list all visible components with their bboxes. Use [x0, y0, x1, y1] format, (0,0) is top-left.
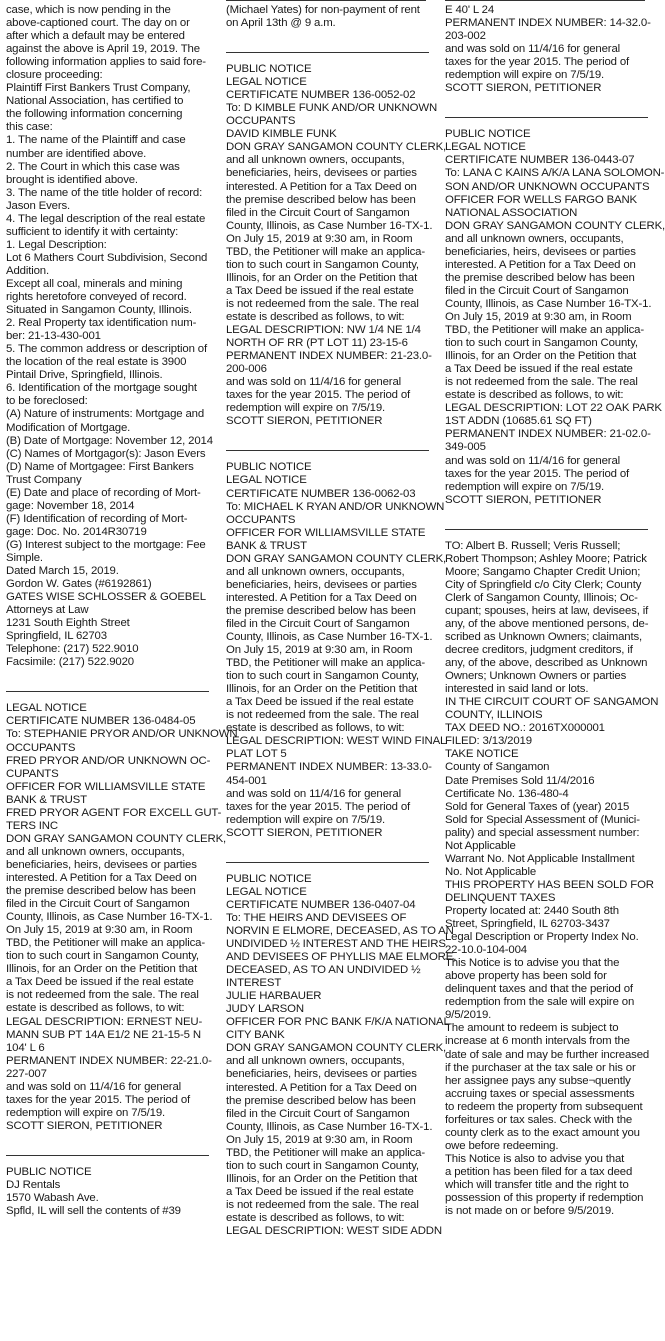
- text-line: taxes for the year 2015. The period of: [445, 467, 630, 480]
- text-line: County, Illinois, as Case Number 16-TX-1.: [445, 297, 652, 310]
- text-line: Springfield, IL 62703: [6, 630, 107, 643]
- text-line: Legal Description or Property Index No.: [445, 931, 639, 944]
- text-line: LEGAL NOTICE: [226, 885, 307, 898]
- text-line: Except all coal, minerals and mining: [6, 277, 183, 290]
- text-line: OCCUPANTS: [6, 741, 76, 754]
- text-line: closure proceeding:: [6, 69, 103, 82]
- text-line: against the above is April 19, 2019. The: [6, 43, 200, 56]
- text-line: 349-005: [445, 441, 486, 454]
- text-line: brought is identified above.: [6, 173, 138, 186]
- text-line: Not Applicable: [445, 839, 516, 852]
- text-line: 6. Identification of the mortgage sought: [6, 382, 197, 395]
- blank-line: [226, 428, 429, 441]
- text-line: the premise described below has been: [6, 885, 196, 898]
- text-line: interested. A Petition for a Tax Deed on: [6, 872, 197, 884]
- text-line: DAVID KIMBLE FUNK: [226, 128, 337, 141]
- text-line: SCOTT SIERON, PETITIONER: [6, 1119, 163, 1132]
- text-line: redemption from the sale will expire on: [445, 996, 635, 1009]
- text-line: is not redeemed from the sale. The real: [445, 376, 638, 389]
- text-line: LEGAL DESCRIPTION: NW 1/4 NE 1/4: [226, 324, 421, 337]
- text-line: TBD, the Petitioner will make an applica-: [445, 324, 644, 337]
- text-line: tion to such court in Sangamon County,: [226, 670, 419, 683]
- text-line: To: LANA C KAINS A/K/A LANA SOLOMON-: [445, 167, 665, 180]
- text-line: Situated in Sangamon County, Illinois.: [6, 304, 192, 317]
- text-line: a Tax Deed be issued if the real estate: [226, 696, 414, 709]
- text-line: PUBLIC NOTICE: [226, 63, 312, 76]
- text-line: County, Illinois, as Case Number 16-TX-1.: [6, 911, 213, 924]
- text-line: filed in the Circuit Court of Sangamon: [445, 284, 629, 297]
- text-line: date of sale and may be further increased: [445, 1048, 650, 1061]
- text-line: and all unknown owners, occupants,: [226, 1055, 405, 1068]
- text-line: TAKE NOTICE: [445, 748, 519, 761]
- text-line: 200-006: [226, 363, 267, 376]
- text-line: redemption will expire on 7/5/19.: [226, 402, 386, 415]
- text-line: and was sold on 11/4/16 for general: [226, 376, 402, 389]
- text-line: filed in the Circuit Court of Sangamon: [6, 898, 190, 911]
- text-line: UNDIVIDED ½ INTEREST AND THE HEIRS: [226, 938, 446, 950]
- text-line: after which a default may be entered: [6, 30, 185, 43]
- text-line: estate is described as follows, to wit:: [6, 1002, 185, 1015]
- text-line: BANK & TRUST: [226, 539, 307, 552]
- text-line: on April 13th @ 9 a.m.: [226, 17, 336, 30]
- text-line: 4. The legal description of the real estate: [6, 212, 206, 225]
- text-line: taxes for the year 2015. The period of: [226, 389, 411, 402]
- text-line: filed in the Circuit Court of Sangamon: [226, 617, 410, 630]
- text-line: Plaintiff First Bankers Trust Company,: [6, 82, 191, 95]
- text-line: (D) Name of Mortgagee: First Bankers: [6, 460, 194, 473]
- text-line: OFFICER FOR WILLIAMSVILLE STATE: [6, 780, 206, 793]
- text-line: (Michael Yates) for non-payment of rent: [226, 4, 420, 16]
- text-line: PERMANENT INDEX NUMBER: 22-21.0-: [6, 1054, 212, 1067]
- text-line: LEGAL NOTICE: [6, 702, 87, 715]
- text-line: TBD, the Petitioner will make an applica-: [226, 657, 425, 670]
- text-line: CUPANTS: [6, 767, 59, 780]
- notice-separator: [226, 862, 429, 863]
- text-line: PUBLIC NOTICE: [6, 1165, 92, 1178]
- text-line: Pintail Drive, Springfield, Illinois.: [6, 369, 163, 382]
- text-line: 203-002: [445, 30, 486, 43]
- notice-separator: [445, 117, 648, 118]
- text-line: This Notice is also to advise you that: [445, 1152, 625, 1165]
- text-line: Property located at: 2440 South 8th: [445, 905, 619, 917]
- text-line: pality) and special assessment number:: [445, 826, 640, 839]
- text-line: MANN SUB PT 14A E1/2 NE 21-15-5 N: [6, 1028, 201, 1041]
- text-line: estate is described as follows, to wit:: [226, 1211, 405, 1224]
- text-line: 3. The name of the title holder of record:: [6, 186, 203, 199]
- text-line: and was sold on 11/4/16 for general: [6, 1080, 182, 1093]
- notice-separator: [226, 450, 429, 451]
- text-line: tion to such court in Sangamon County,: [6, 950, 199, 963]
- text-line: is not redeemed from the sale. The real: [226, 297, 419, 310]
- text-line: and was sold on 11/4/16 for general: [445, 43, 621, 56]
- text-line: beneficiaries, heirs, devisees or parties: [226, 1068, 417, 1081]
- text-line: tion to such court in Sangamon County,: [226, 258, 419, 271]
- text-line: and was sold on 11/4/16 for general: [445, 454, 621, 467]
- text-line: a Tax Deed be issued if the real estate: [445, 363, 633, 376]
- text-line: her assignee pays any subse¬quently: [445, 1074, 631, 1087]
- text-line: Street, Springfield, IL 62703-3437: [445, 918, 610, 931]
- text-line: Illinois, for an Order on the Petition that: [445, 350, 637, 363]
- text-line: any, of the above, described as Unknown: [445, 657, 648, 670]
- text-line: a petition has been filed for a tax deed: [445, 1165, 633, 1178]
- text-line: 1570 Wabash Ave.: [6, 1192, 99, 1205]
- text-line: City of Springfield c/o City Clerk; County: [445, 578, 642, 591]
- text-line: possession of this property if redemption: [445, 1192, 644, 1205]
- text-line: beneficiaries, heirs, devisees or parties: [226, 167, 417, 180]
- text-line: Spfld, IL will sell the contents of #39: [6, 1205, 181, 1218]
- notice-separator: [445, 529, 648, 530]
- text-line: and all unknown owners, occupants,: [445, 232, 624, 245]
- text-line: interested. A Petition for a Tax Deed on: [226, 180, 417, 193]
- text-line: the premise described below has been: [226, 604, 416, 617]
- text-line: SON AND/OR UNKNOWN OCCUPANTS: [445, 180, 650, 193]
- text-line: LEGAL DESCRIPTION: WEST WIND FINAL: [226, 735, 447, 748]
- text-line: (E) Date and place of recording of Mort-: [6, 486, 201, 499]
- text-line: Date Premises Sold 11/4/2016: [445, 774, 595, 787]
- text-line: NORVIN E ELMORE, DECEASED, AS TO AN: [226, 924, 454, 937]
- text-line: 454-001: [226, 774, 267, 787]
- text-line: Trust Company: [6, 473, 82, 486]
- text-line: estate is described as follows, to wit:: [445, 389, 624, 402]
- text-line: CERTIFICATE NUMBER 136-0052-02: [226, 89, 416, 102]
- text-line: LEGAL DESCRIPTION: ERNEST NEU-: [6, 1015, 203, 1028]
- text-line: 1ST ADDN (10685.61 SQ FT): [445, 415, 592, 428]
- text-line: DON GRAY SANGAMON COUNTY CLERK,: [445, 219, 665, 232]
- column-3: [445, 4, 665, 1218]
- text-line: tion to such court in Sangamon County,: [445, 337, 638, 350]
- text-line: Illinois, for an Order on the Petition that: [6, 963, 198, 976]
- text-line: redemption will expire on 7/5/19.: [6, 1106, 166, 1119]
- text-line: PUBLIC NOTICE: [226, 461, 312, 474]
- text-line: Illinois, for an Order on the Petition that: [226, 1172, 418, 1185]
- text-line: On July 15, 2019 at 9:30 am, in Room: [445, 310, 632, 323]
- text-line: DON GRAY SANGAMON COUNTY CLERK,: [226, 552, 447, 565]
- blank-line: [226, 840, 429, 853]
- text-line: to be foreclosed:: [6, 395, 88, 408]
- text-line: (A) Nature of instruments: Mortgage and: [6, 408, 205, 421]
- text-line: LEGAL DESCRIPTION: WEST SIDE ADDN: [226, 1225, 442, 1238]
- text-line: 22-10.0-104-004: [445, 944, 527, 957]
- text-line: INTEREST: [226, 977, 282, 990]
- text-line: On July 15, 2019 at 9:30 am, in Room: [226, 644, 413, 657]
- text-line: This Notice is to advise you that the: [445, 957, 620, 970]
- text-line: SCOTT SIERON, PETITIONER: [226, 415, 383, 428]
- text-line: Robert Thompson; Ashley Moore; Patrick: [445, 552, 647, 565]
- text-line: Facsimile: (217) 522.9020: [6, 656, 134, 669]
- text-line: To: STEPHANIE PRYOR AND/OR UNKNOWN: [6, 728, 238, 741]
- text-line: CERTIFICATE NUMBER 136-0062-03: [226, 487, 416, 500]
- text-line: the following information concerning: [6, 108, 183, 121]
- text-line: and was sold on 11/4/16 for general: [226, 787, 402, 800]
- text-line: SCOTT SIERON, PETITIONER: [445, 493, 602, 506]
- text-line: filed in the Circuit Court of Sangamon: [226, 1107, 410, 1120]
- column-2: [226, 4, 457, 1238]
- text-line: (B) Date of Mortgage: November 12, 2014: [6, 434, 213, 447]
- text-line: which will transfer title and the right to: [445, 1178, 629, 1191]
- text-line: 227-007: [6, 1067, 47, 1080]
- notice-separator: [6, 1155, 209, 1156]
- text-line: LEGAL NOTICE: [226, 76, 307, 89]
- text-line: Owners; Unknown Owners or parties: [445, 670, 627, 683]
- text-line: (C) Names of Mortgagor(s): Jason Evers: [6, 447, 206, 460]
- text-line: TBD, the Petitioner will make an applica-: [6, 937, 205, 950]
- text-line: redemption will expire on 7/5/19.: [226, 813, 386, 826]
- text-line: Clerk of Sangamon County, Illinois; Oc-: [445, 591, 638, 604]
- text-line: case, which is now pending in the: [6, 4, 171, 16]
- text-line: County, Illinois, as Case Number 16-TX-1.: [226, 631, 433, 644]
- text-line: TBD, the Petitioner will make an applica-: [226, 245, 425, 258]
- text-line: DJ Rentals: [6, 1178, 61, 1191]
- text-line: Illinois, for an Order on the Petition that: [226, 271, 418, 284]
- text-line: beneficiaries, heirs, devisees or parties: [226, 578, 417, 591]
- blank-line: [445, 507, 648, 520]
- text-line: the premise described below has been: [445, 271, 635, 284]
- text-line: county clerk as to the exact amount you: [445, 1126, 640, 1139]
- text-line: Addition.: [6, 264, 49, 277]
- text-line: 1. The name of the Plaintiff and case: [6, 134, 186, 147]
- text-line: Illinois, for an Order on the Petition that: [226, 683, 418, 696]
- text-line: 1. Legal Description:: [6, 238, 107, 251]
- text-line: the location of the real estate is 3900: [6, 356, 187, 369]
- text-line: AND DEVISEES OF PHYLLIS MAE ELMORE,: [226, 951, 457, 964]
- text-line: To: D KIMBLE FUNK AND/OR UNKNOWN: [226, 102, 438, 115]
- text-line: On July 15, 2019 at 9:30 am, in Room: [226, 1133, 413, 1146]
- text-line: NORTH OF RR (PT LOT 11) 23-15-6: [226, 337, 408, 350]
- text-line: County, Illinois, as Case Number 16-TX-1.: [226, 1120, 433, 1133]
- text-line: TO: Albert B. Russell; Veris Russell;: [445, 539, 621, 552]
- text-line: PERMANENT INDEX NUMBER: 14-32.0-: [445, 17, 651, 30]
- text-line: forfeitures or tax sales. Check with the: [445, 1113, 633, 1126]
- text-line: LEGAL NOTICE: [226, 474, 307, 487]
- text-line: IN THE CIRCUIT COURT OF SANGAMON: [445, 696, 659, 709]
- text-line: OCCUPANTS: [226, 115, 296, 128]
- text-line: filed in the Circuit Court of Sangamon: [226, 206, 410, 219]
- text-line: PLAT LOT 5: [226, 748, 287, 761]
- text-line: 9/5/2019.: [445, 1009, 492, 1022]
- text-line: PUBLIC NOTICE: [226, 872, 312, 885]
- text-line: accruing taxes or special assessments: [445, 1087, 635, 1100]
- text-line: DON GRAY SANGAMON COUNTY CLERK,: [226, 141, 447, 154]
- text-line: On July 15, 2019 at 9:30 am, in Room: [6, 924, 193, 937]
- text-line: No. Not Applicable: [445, 865, 537, 878]
- text-line: DON GRAY SANGAMON COUNTY CLERK,: [6, 832, 227, 845]
- text-line: LEGAL NOTICE: [445, 141, 526, 154]
- text-line: 2. Real Property tax identification num-: [6, 317, 197, 330]
- text-line: and all unknown owners, occupants,: [226, 154, 405, 167]
- text-line: owe before redeeming.: [445, 1139, 559, 1152]
- text-line: if the purchaser at the tax sale or his or: [445, 1061, 636, 1074]
- text-line: BANK & TRUST: [6, 793, 87, 806]
- text-line: JULIE HARBAUER: [226, 990, 322, 1003]
- text-line: SCOTT SIERON, PETITIONER: [445, 82, 602, 95]
- text-line: redemption will expire on 7/5/19.: [445, 480, 605, 493]
- text-line: Telephone: (217) 522.9010: [6, 643, 139, 656]
- text-line: and all unknown owners, occupants,: [6, 845, 185, 858]
- text-line: sufficient to identify it with certainty:: [6, 225, 179, 238]
- text-line: CERTIFICATE NUMBER 136-0407-04: [226, 898, 416, 911]
- text-line: interested. A Petition for a Tax Deed on: [226, 591, 417, 604]
- text-line: scribed as Unknown Owners; claimants,: [445, 631, 643, 644]
- text-line: PERMANENT INDEX NUMBER: 21-02.0-: [445, 428, 651, 441]
- text-line: 104' L 6: [6, 1041, 45, 1054]
- text-line: above property has been sold for: [445, 970, 607, 983]
- text-line: rights heretofore conveyed of record.: [6, 291, 187, 304]
- text-line: interested. A Petition for a Tax Deed on: [226, 1081, 417, 1094]
- text-line: taxes for the year 2015. The period of: [445, 56, 630, 69]
- text-line: beneficiaries, heirs, devisees or parties: [6, 858, 197, 871]
- text-line: is not redeemed from the sale. The real: [226, 1198, 419, 1211]
- text-line: On July 15, 2019 at 9:30 am, in Room: [226, 232, 413, 245]
- text-line: and all unknown owners, occupants,: [226, 565, 405, 578]
- text-line: Modification of Mortgage.: [6, 421, 131, 434]
- text-line: Dated March 15, 2019.: [6, 565, 119, 578]
- text-line: the premise described below has been: [226, 193, 416, 206]
- text-line: a Tax Deed be issued if the real estate: [6, 976, 194, 989]
- text-line: CITY BANK: [226, 1029, 285, 1042]
- text-line: interested. A Petition for a Tax Deed on: [445, 258, 636, 271]
- text-line: is not made on or before 9/5/2019.: [445, 1205, 615, 1218]
- text-line: estate is described as follows, to wit:: [226, 722, 405, 735]
- text-line: following information applies to said fore-: [6, 56, 206, 69]
- text-line: JUDY LARSON: [226, 1003, 304, 1016]
- text-line: TAX DEED NO.: 2016TX000001: [445, 722, 605, 735]
- text-line: this case:: [6, 121, 53, 134]
- text-line: Lot 6 Mathers Court Subdivision, Second: [6, 251, 208, 264]
- text-line: increase at 6 month intervals from the: [445, 1035, 630, 1048]
- text-line: FRED PRYOR AND/OR UNKNOWN OC-: [6, 754, 211, 767]
- text-line: E 40' L 24: [445, 4, 495, 16]
- text-line: PERMANENT INDEX NUMBER: 13-33.0-: [226, 761, 432, 774]
- text-line: GATES WISE SCHLOSSER & GOEBEL: [6, 591, 206, 604]
- text-line: Sold for Special Assessment of (Munici-: [445, 813, 640, 826]
- text-line: Simple.: [6, 551, 43, 564]
- column-1: [6, 4, 238, 1218]
- blank-line: [6, 669, 209, 682]
- text-line: Jason Evers.: [6, 199, 71, 212]
- text-line: County of Sangamon: [445, 761, 550, 774]
- text-line: any, of the above mentioned persons, de-: [445, 617, 649, 630]
- text-line: DELINQUENT TAXES: [445, 891, 556, 904]
- text-line: gage: Doc. No. 2014R30719: [6, 525, 147, 538]
- text-line: interested in said land or lots.: [445, 683, 589, 696]
- text-line: 1231 South Eighth Street: [6, 617, 130, 630]
- blank-line: [226, 30, 429, 43]
- text-line: To: MICHAEL K RYAN AND/OR UNKNOWN: [226, 500, 445, 513]
- blank-line: [6, 1133, 209, 1146]
- text-line: is not redeemed from the sale. The real: [226, 709, 419, 722]
- text-line: COUNTY, ILLINOIS: [445, 709, 543, 722]
- text-line: Moore; Sangamo Chapter Credit Union;: [445, 565, 641, 578]
- column-top-rule: [445, 0, 645, 1]
- text-line: FILED: 3/13/2019: [445, 735, 532, 748]
- text-line: the premise described below has been: [226, 1094, 416, 1107]
- text-line: beneficiaries, heirs, devisees or parties: [445, 245, 636, 258]
- text-line: 2. The Court in which this case was: [6, 160, 180, 173]
- text-line: PUBLIC NOTICE: [445, 128, 531, 141]
- text-line: taxes for the year 2015. The period of: [6, 1093, 191, 1106]
- text-line: DON GRAY SANGAMON COUNTY CLERK,: [226, 1042, 447, 1055]
- text-line: a Tax Deed be issued if the real estate: [226, 284, 414, 297]
- text-line: Gordon W. Gates (#6192861): [6, 578, 152, 591]
- text-line: The amount to redeem is subject to: [445, 1022, 619, 1035]
- text-line: Certificate No. 136-480-4: [445, 787, 569, 800]
- text-line: cupant; spouses, heirs at law, devisees, if: [445, 604, 649, 617]
- text-line: is not redeemed from the sale. The real: [6, 989, 199, 1002]
- text-line: OFFICER FOR WILLIAMSVILLE STATE: [226, 526, 426, 539]
- text-line: (F) Identification of recording of Mort-: [6, 512, 188, 525]
- text-line: OFFICER FOR PNC BANK F/K/A NATIONAL: [226, 1016, 450, 1029]
- text-line: taxes for the year 2015. The period of: [226, 800, 411, 813]
- text-line: redemption will expire on 7/5/19.: [445, 69, 605, 82]
- text-line: NATIONAL ASSOCIATION: [445, 206, 578, 219]
- text-line: THIS PROPERTY HAS BEEN SOLD FOR: [445, 878, 654, 891]
- text-line: Sold for General Taxes of (year) 2015: [445, 800, 630, 813]
- notice-separator: [226, 52, 429, 53]
- text-line: CERTIFICATE NUMBER 136-0443-07: [445, 154, 635, 167]
- text-line: FRED PRYOR AGENT FOR EXCELL GUT-: [6, 806, 222, 819]
- text-line: Warrant No. Not Applicable Installment: [445, 852, 635, 865]
- text-line: CERTIFICATE NUMBER 136-0484-05: [6, 715, 196, 728]
- text-line: gage: November 18, 2014: [6, 499, 135, 512]
- text-line: OCCUPANTS: [226, 513, 296, 526]
- text-line: a Tax Deed be issued if the real estate: [226, 1185, 414, 1198]
- column-top-rule: [226, 0, 426, 1]
- text-line: LEGAL DESCRIPTION: LOT 22 OAK PARK: [445, 402, 662, 415]
- text-line: above-captioned court. The day on or: [6, 17, 190, 30]
- text-line: TBD, the Petitioner will make an applica-: [226, 1146, 425, 1159]
- text-line: to redeem the property from subsequent: [445, 1100, 643, 1113]
- blank-line: [445, 95, 648, 108]
- text-line: decree creditors, judgment creditors, if: [445, 644, 633, 657]
- notice-separator: [6, 691, 209, 692]
- text-line: TERS INC: [6, 819, 58, 832]
- text-line: Attorneys at Law: [6, 604, 89, 617]
- text-line: County, Illinois, as Case Number 16-TX-1.: [226, 219, 433, 232]
- text-line: (G) Interest subject to the mortgage: Fee: [6, 538, 206, 551]
- text-line: tion to such court in Sangamon County,: [226, 1159, 419, 1172]
- text-line: DECEASED, AS TO AN UNDIVIDED ½: [226, 964, 421, 977]
- text-line: number are identified above.: [6, 147, 147, 160]
- text-line: delinquent taxes and that the period of: [445, 983, 633, 996]
- text-line: OFFICER FOR WELLS FARGO BANK: [445, 193, 637, 206]
- text-line: National Association, has certified to: [6, 95, 184, 108]
- text-line: ber: 21-13-430-001: [6, 330, 101, 343]
- text-line: PERMANENT INDEX NUMBER: 21-23.0-: [226, 350, 432, 363]
- text-line: estate is described as follows, to wit:: [226, 310, 405, 323]
- text-line: SCOTT SIERON, PETITIONER: [226, 826, 383, 839]
- text-line: 5. The common address or description of: [6, 343, 207, 356]
- text-line: To: THE HEIRS AND DEVISEES OF: [226, 911, 407, 924]
